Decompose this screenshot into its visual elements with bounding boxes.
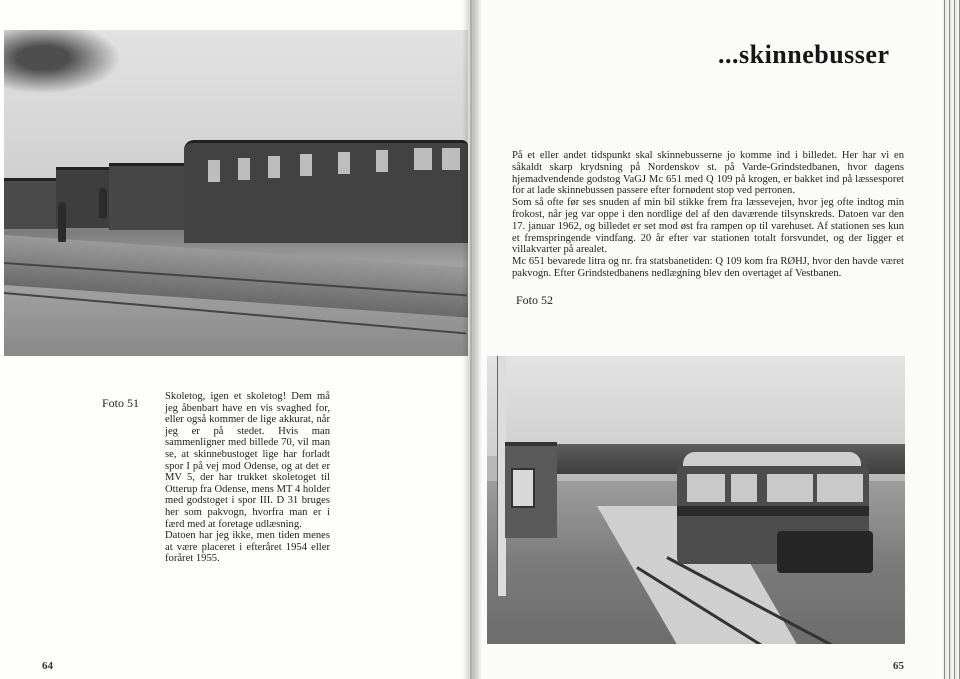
tree-silhouette [4, 30, 134, 100]
caption-paragraph: Datoen har jeg ikke, men tiden menes at være placeret i efteråret 1954 eller foråret 1955. [165, 530, 330, 565]
page-number-right: 65 [893, 660, 904, 672]
photo-51-label: Foto 51 [102, 396, 140, 410]
photo-52-railbus [487, 356, 905, 644]
left-page [0, 0, 470, 679]
person-near-train [99, 188, 107, 218]
photo-51-caption [165, 391, 330, 565]
body-paragraph: På et eller andet tidspunkt skal skinnebusserne jo komme ind i billedet. Her har vi en såkaldt skarp krydsning på Nordenskov st. på Varde-Grindstedbanen, hvor dagens hjemadvendende godstog VaGJ Mc 651 med Q 109 på krogen, er bakket ind på læssesporet for at lade skinnebussen passere efter fornødent stop ved perronen. [512, 150, 904, 197]
caption-paragraph: Skoletog, igen et skoletog! Dem må jeg åbenbart have en vis svaghed for, eller også kommer de lige akkurat, når jeg er på stedet. Hvis man sammenligner med billede 70, vil man se, at skinnebustoget lige har forladt spor I på vej mod Odense, og at det er MV 5, der har trukket skoletoget til Otterup fra Odense, mens MT 4 holder med godstoget i spor III. D 31 bruges her som pakvogn, hvorfra man er i færd med at foretage udlæsning. [165, 391, 330, 530]
chapter-title: ...skinnebusser [718, 40, 890, 69]
person-on-platform [58, 202, 66, 242]
book-gutter [462, 0, 482, 679]
body-paragraph: Som så ofte før ses snuden af min bil stikke frem fra læssevejen, hvor jeg ofte indtog min frokost, når jeg var oppe i den nordlige del af den daværende tilsynskreds. Datoen var den 17. januar 1962, og billedet er set mod øst fra rampen op til varehuset. Af stationen ses kun et fremspringende vindfang. 20 år efter var stationen totalt forsvundet, og der ligger et villakvarter på arealet. [512, 197, 904, 256]
page-number-left: 64 [42, 660, 53, 672]
body-paragraph: Mc 651 bevarede litra og nr. fra statsbanetiden: Q 109 kom fra RØHJ, hvor den havde været pakvogn. Efter Grindstedbanens nedlægning blev den overtaget af Vestbanen. [512, 256, 904, 279]
page-edges [942, 0, 960, 679]
body-text [512, 150, 904, 280]
photo-52-label: Foto 52 [516, 293, 554, 307]
photo-51-school-train [4, 30, 468, 356]
